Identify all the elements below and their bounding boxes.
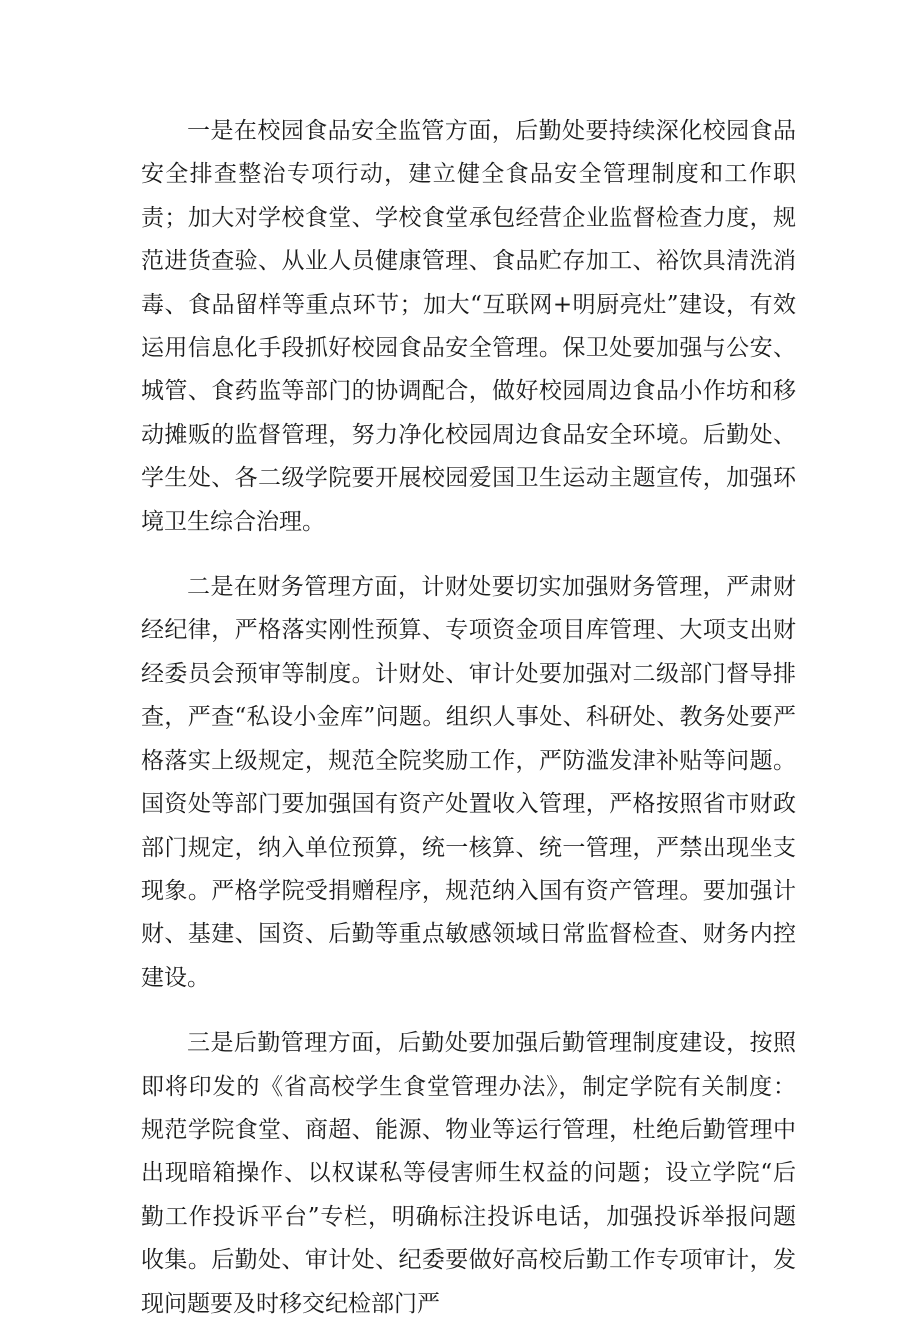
paragraph-finance: 二是在财务管理方面，计财处要切实加强财务管理，严肃财经纪律，严格落实刚性预算、专项资金项目库管理、大项支出财经委员会预审等制度。计财处、审计处要加强对二级部门督导排查，严查“私设小金库”问题。组织人事处、科研处、教务处要严格落实上级规定，规范全院奖励工作，严防滥发津补贴等问题。国资处等部门要加强国有资产处置收入管理，严格按照省市财政部门规定，纳入单位预算，统一核算、统一管理，严禁出现坐支现象。严格学院受捐赠程序，规范纳入国有资产管理。要加强计财、基建、国资、后勤等重点敏感领域日常监督检查、财务内控建设。 [141,574,796,991]
paragraph-logistics: 三是后勤管理方面，后勤处要加强后勤管理制度建设，按照即将印发的《省高校学生食堂管理办法》，制定学院有关制度：规范学院食堂、商超、能源、物业等运行管理，杜绝后勤管理中出现暗箱操作、以权谋私等侵害师生权益的问题；设立学院“后勤工作投诉平台”专栏，明确标注投诉电话，加强投诉举报问题收集。后勤处、审计处、纪委要做好高校后勤工作专项审计，发现问题要及时移交纪检部门严 [141,1030,796,1317]
paragraph-food-safety: 一是在校园食品安全监管方面，后勤处要持续深化校园食品安全排查整治专项行动，建立健全食品安全管理制度和工作职责；加大对学校食堂、学校食堂承包经营企业监督检查力度，规范进货查验、从业人员健康管理、食品贮存加工、裕饮具清洗消毒、食品留样等重点环节；加大“互联网+明厨亮灶”建设，有效运用信息化手段抓好校园食品安全管理。保卫处要加强与公安、城管、食药监等部门的协调配合，做好校园周边食品小作坊和移动摊贩的监督管理，努力净化校园周边食品安全环境。后勤处、学生处、各二级学院要开展校园爱国卫生运动主题宣传，加强环境卫生综合治理。 [141,118,796,535]
document-body [141,110,796,1326]
